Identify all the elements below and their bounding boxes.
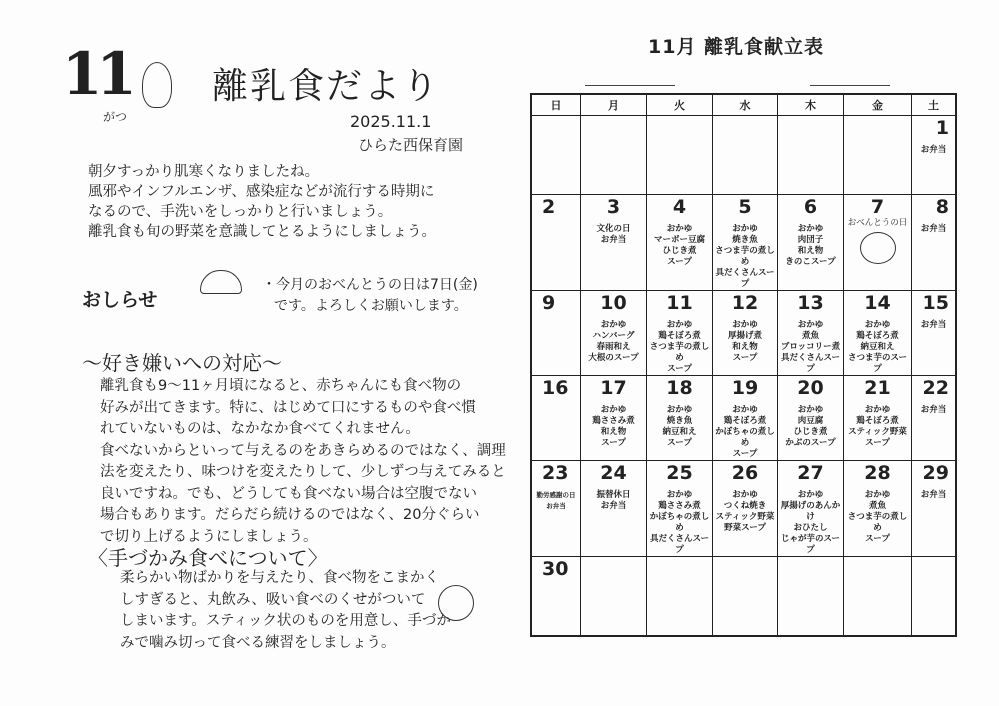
newsletter-title: 離乳食だより — [212, 66, 441, 107]
menu-item: おひたし — [793, 523, 828, 533]
day-number: 1 — [935, 117, 949, 139]
intro-text — [88, 162, 488, 242]
menu-item: マーボー豆腐 — [653, 235, 705, 245]
menu-item: 文化の日 — [596, 224, 631, 234]
menu-item: お弁当 — [546, 502, 566, 510]
month-reading: がつ — [103, 110, 128, 124]
calendar-day-cell — [647, 557, 713, 637]
calendar-day-cell — [531, 461, 581, 557]
menu-item: つくね焼き — [723, 501, 767, 511]
calendar-day-cell — [844, 195, 912, 291]
text-line: 離乳食も9〜11ヶ月頃になると、赤ちゃんにも食べ物の — [100, 378, 462, 394]
menu-item: 具だくさんスープ — [780, 353, 841, 374]
text-line: 場合もあります。だらだら続けるのではなく、20分ぐらい — [100, 507, 480, 523]
menu-item: かぼちゃの煮しめ — [715, 427, 775, 448]
weekday-header: 土 — [912, 94, 957, 116]
calendar-day-cell — [844, 116, 912, 195]
text-line: しまいます。スティック状のものを用意し、手づか — [120, 613, 451, 629]
day-number: 9 — [542, 292, 556, 314]
menu-item: 振替休日 — [596, 490, 631, 500]
calendar-day-cell — [778, 195, 844, 291]
menu-item: おべんとうの日 — [847, 218, 908, 228]
menu-item: おかゆ — [797, 490, 824, 500]
intro-line: なるので、手洗いをしっかりと行いましょう。 — [88, 204, 393, 220]
menu-item: お弁当 — [920, 145, 947, 155]
menu-item: 鶏そぼろ煮 — [856, 416, 899, 426]
day-number: 29 — [922, 462, 949, 484]
day-menu — [778, 224, 843, 268]
school-name: ひらた西保育園 — [358, 136, 464, 154]
day-menu — [647, 320, 712, 375]
text-line: 好みが出てきます。特に、はじめて口にするものや食べ慣 — [100, 399, 476, 416]
day-number: 27 — [797, 462, 824, 484]
calendar-day-cell — [713, 291, 778, 376]
text-line: 食べないからといって与えるのをあきらめるのではなく、調理 — [100, 442, 506, 459]
calendar-week-row — [531, 116, 956, 195]
menu-item: おかゆ — [864, 320, 891, 330]
text-line: で切り上げるようにしましょう。 — [100, 528, 318, 545]
menu-item: おかゆ — [732, 490, 758, 500]
menu-item: かぼちゃの煮しめ — [649, 512, 710, 533]
day-number: 19 — [731, 377, 759, 399]
calendar-day-cell — [912, 376, 957, 461]
calendar-day-cell — [778, 461, 844, 557]
day-menu — [778, 490, 843, 556]
calendar-day-cell — [647, 376, 713, 461]
day-number: 7 — [870, 196, 885, 218]
menu-item: 納豆和え — [860, 342, 895, 352]
day-menu — [581, 490, 646, 512]
menu-item: 厚揚げのあんかけ — [780, 501, 841, 522]
menu-item: おかゆ — [666, 320, 693, 330]
menu-item: 鶏そぼろ煮 — [658, 331, 701, 341]
day-menu — [912, 145, 955, 156]
calendar-day-cell — [844, 557, 912, 637]
day-number: 25 — [666, 462, 693, 484]
menu-item: おかゆ — [732, 405, 758, 415]
day-number: 5 — [738, 196, 752, 218]
day-number: 14 — [864, 292, 891, 314]
calendar-week-row — [531, 376, 956, 461]
notice-text — [262, 275, 478, 317]
calendar-day-cell — [531, 557, 581, 637]
weekday-header: 火 — [647, 94, 713, 116]
menu-item: 鶏そぼろ煮 — [856, 331, 899, 341]
day-menu — [581, 405, 646, 449]
menu-item: 納豆和え — [662, 427, 697, 437]
calendar-day-cell — [912, 116, 957, 195]
menu-item: さつま芋の煮しめ — [715, 246, 775, 267]
calendar-day-cell — [778, 116, 844, 195]
weekday-header: 日 — [531, 94, 581, 116]
menu-item: おかゆ — [864, 405, 891, 415]
menu-item: スープ — [667, 364, 692, 374]
owl-illustration-icon — [142, 62, 172, 108]
menu-item: おかゆ — [666, 224, 693, 234]
menu-item: 和え物 — [797, 246, 824, 256]
calendar-day-cell — [647, 195, 713, 291]
menu-item: 肉団子 — [797, 235, 824, 245]
menu-item: スープ — [865, 534, 890, 544]
mushroom-icon — [200, 270, 242, 294]
calendar-day-cell — [581, 116, 647, 195]
day-number: 11 — [666, 292, 693, 314]
day-menu — [713, 405, 777, 460]
menu-item: 和え物 — [732, 342, 758, 352]
weekday-header: 月 — [581, 94, 647, 116]
menu-item: ひじき煮 — [662, 246, 697, 256]
calendar-day-cell — [713, 195, 778, 291]
menu-item: スティック野菜 — [715, 512, 775, 522]
day-menu — [713, 490, 777, 534]
section-likes-dislikes-title: 〜好き嫌いへの対応〜 — [82, 351, 282, 375]
menu-item: かぶのスープ — [785, 438, 836, 448]
day-menu — [844, 490, 911, 545]
menu-item: おかゆ — [797, 320, 824, 330]
day-menu — [778, 320, 843, 375]
day-menu — [713, 320, 777, 364]
weekday-header: 木 — [778, 94, 844, 116]
day-menu — [844, 405, 911, 449]
day-number: 13 — [797, 292, 824, 314]
menu-item: さつま芋の煮しめ — [847, 512, 908, 533]
menu-item: ハンバーグ — [592, 331, 635, 341]
calendar-day-cell — [581, 291, 647, 376]
day-number: 16 — [542, 377, 569, 399]
text-line: しすぎると、丸飲み、吸い食べのくせがついて — [120, 591, 426, 608]
menu-item: おかゆ — [864, 490, 891, 500]
calendar-week-row — [531, 557, 956, 637]
calendar-day-cell — [778, 557, 844, 637]
menu-item: 煮魚 — [801, 331, 819, 341]
menu-item: じゃが芋のスープ — [780, 534, 841, 555]
menu-item: おかゆ — [732, 320, 758, 330]
calendar-day-cell — [713, 116, 778, 195]
menu-item: 鶏ささみ煮 — [658, 501, 701, 511]
menu-item: お弁当 — [600, 501, 627, 511]
day-number: 15 — [922, 292, 949, 314]
calendar-day-cell — [778, 291, 844, 376]
text-line: みで噛み切って食べる練習をしましょう。 — [120, 634, 396, 651]
calendar-day-cell — [912, 557, 957, 637]
menu-item: おかゆ — [797, 224, 824, 234]
menu-item: 具だくさんスープ — [715, 268, 775, 289]
menu-item: ブロッコリー煮 — [780, 342, 841, 352]
calendar-day-cell — [912, 291, 957, 376]
day-number: 4 — [672, 196, 687, 218]
notice-line: です。よろしくお願いします。 — [274, 298, 468, 314]
menu-item: 春雨和え — [596, 342, 631, 352]
weekday-header: 金 — [844, 94, 912, 116]
day-menu — [647, 224, 712, 268]
menu-item: スープ — [732, 449, 758, 459]
day-number: 22 — [922, 377, 949, 399]
menu-item: スープ — [667, 438, 692, 448]
menu-item: おかゆ — [600, 405, 627, 415]
calendar-day-cell — [581, 195, 647, 291]
day-number: 23 — [542, 462, 569, 484]
menu-item: おかゆ — [666, 490, 693, 500]
issue-date: 2025.11.1 — [350, 112, 432, 131]
menu-item: お弁当 — [920, 320, 947, 330]
menu-item: 焼き魚 — [666, 416, 693, 426]
menu-item: 焼き魚 — [732, 235, 758, 245]
menu-item: 鶏そぼろ煮 — [723, 416, 767, 426]
calendar-day-cell — [844, 376, 912, 461]
day-number: 17 — [600, 377, 627, 399]
child-eating-illustration-icon — [438, 585, 474, 621]
calendar-day-cell — [844, 291, 912, 376]
day-menu — [778, 405, 843, 449]
day-menu — [844, 218, 911, 229]
calendar-day-cell — [531, 376, 581, 461]
section-finger-food-title: 〈手づかみ食べについて〉 — [88, 546, 328, 570]
section-likes-dislikes-text — [100, 376, 506, 548]
menu-item: さつま芋のスープ — [847, 353, 908, 374]
day-number: 26 — [731, 462, 759, 484]
day-number: 30 — [542, 558, 569, 580]
day-menu — [713, 224, 777, 290]
day-number: 3 — [606, 196, 621, 218]
day-number: 20 — [797, 377, 824, 399]
calendar-day-cell — [647, 461, 713, 557]
day-menu — [647, 490, 712, 556]
day-menu — [912, 490, 955, 501]
day-menu — [912, 320, 955, 331]
calendar-day-cell — [713, 557, 778, 637]
day-number: 8 — [935, 196, 949, 218]
day-menu — [532, 490, 580, 512]
menu-item: ひじき煮 — [793, 427, 828, 437]
menu-item: お弁当 — [920, 490, 947, 500]
calendar-day-cell — [713, 461, 778, 557]
text-line: 法を変えたり、味つけを変えたりして、少しずつ与えてみると — [100, 464, 506, 480]
calendar-day-cell — [713, 376, 778, 461]
day-number: 12 — [731, 292, 759, 314]
menu-item: さつま芋の煮しめ — [649, 342, 710, 363]
day-menu — [912, 405, 955, 416]
calendar-day-cell — [531, 195, 581, 291]
menu-item: おかゆ — [666, 405, 693, 415]
calendar-day-cell — [647, 291, 713, 376]
menu-item: 鶏ささみ煮 — [592, 416, 635, 426]
day-number: 2 — [542, 196, 556, 218]
calendar-day-cell — [912, 195, 957, 291]
calendar-day-cell — [912, 461, 957, 557]
calendar-day-cell — [581, 461, 647, 557]
day-number: 10 — [600, 292, 627, 314]
menu-item: 具だくさんスープ — [649, 534, 710, 555]
calendar-title: 11月 離乳食献立表 — [648, 36, 825, 58]
calendar-day-cell — [531, 291, 581, 376]
menu-item: 野菜スープ — [724, 523, 766, 533]
calendar-day-cell — [531, 116, 581, 195]
menu-item: スープ — [601, 438, 626, 448]
day-number: 6 — [803, 196, 818, 218]
bear-mascot-icon — [860, 232, 896, 264]
menu-item: お弁当 — [600, 235, 627, 245]
notice-line: ・今月のおべんとうの日は7日(金) — [262, 277, 478, 293]
calendar-day-cell — [778, 376, 844, 461]
day-number: 28 — [864, 462, 891, 484]
calendar-day-cell — [647, 116, 713, 195]
calendar-day-cell — [844, 461, 912, 557]
menu-item: 大根のスープ — [588, 353, 639, 363]
day-menu — [844, 320, 911, 375]
menu-calendar — [530, 93, 957, 637]
text-line: れていないものは、なかなか食べてくれません。 — [100, 421, 420, 437]
menu-item: 肉豆腐 — [797, 416, 824, 426]
day-menu — [581, 224, 646, 246]
day-menu — [581, 320, 646, 364]
menu-item: 和え物 — [600, 427, 627, 437]
notice-label: おしらせ — [82, 289, 158, 311]
weekday-header: 水 — [713, 94, 778, 116]
menu-item: 厚揚げ煮 — [727, 331, 762, 341]
calendar-day-cell — [581, 557, 647, 637]
menu-item: お弁当 — [920, 405, 947, 415]
day-menu — [912, 224, 955, 235]
menu-item: スープ — [865, 438, 890, 448]
day-number: 21 — [864, 377, 891, 399]
menu-item: スープ — [732, 353, 758, 363]
text-line: 柔らかい物ばかりを与えたり、食べ物をこまかく — [120, 570, 439, 586]
calendar-week-row — [531, 291, 956, 376]
intro-line: 朝夕すっかり肌寒くなりましたね。 — [88, 164, 320, 180]
menu-item: おかゆ — [600, 320, 627, 330]
menu-item: お弁当 — [920, 224, 947, 234]
menu-item: きのこスープ — [785, 257, 836, 267]
menu-item: おかゆ — [732, 224, 758, 234]
day-menu — [647, 405, 712, 449]
calendar-week-row — [531, 195, 956, 291]
menu-item: おかゆ — [797, 405, 824, 415]
menu-item: スティック野菜 — [848, 427, 907, 437]
menu-item: 煮魚 — [868, 501, 886, 511]
month-number: 11 — [62, 40, 131, 108]
text-line: 良いですね。でも、どうしても食べない場合は空腹でない — [100, 485, 477, 502]
calendar-week-row — [531, 461, 956, 557]
day-number: 18 — [666, 377, 693, 399]
intro-line: 風邪やインフルエンザ、感染症などが流行する時期に — [88, 184, 435, 200]
intro-line: 離乳食も旬の野菜を意識してとるようにしましょう。 — [88, 224, 436, 240]
section-finger-food-text — [120, 568, 451, 654]
calendar-day-cell — [581, 376, 647, 461]
menu-item: 勤労感謝の日 — [536, 491, 576, 499]
menu-item: スープ — [667, 257, 692, 267]
day-number: 24 — [600, 462, 627, 484]
